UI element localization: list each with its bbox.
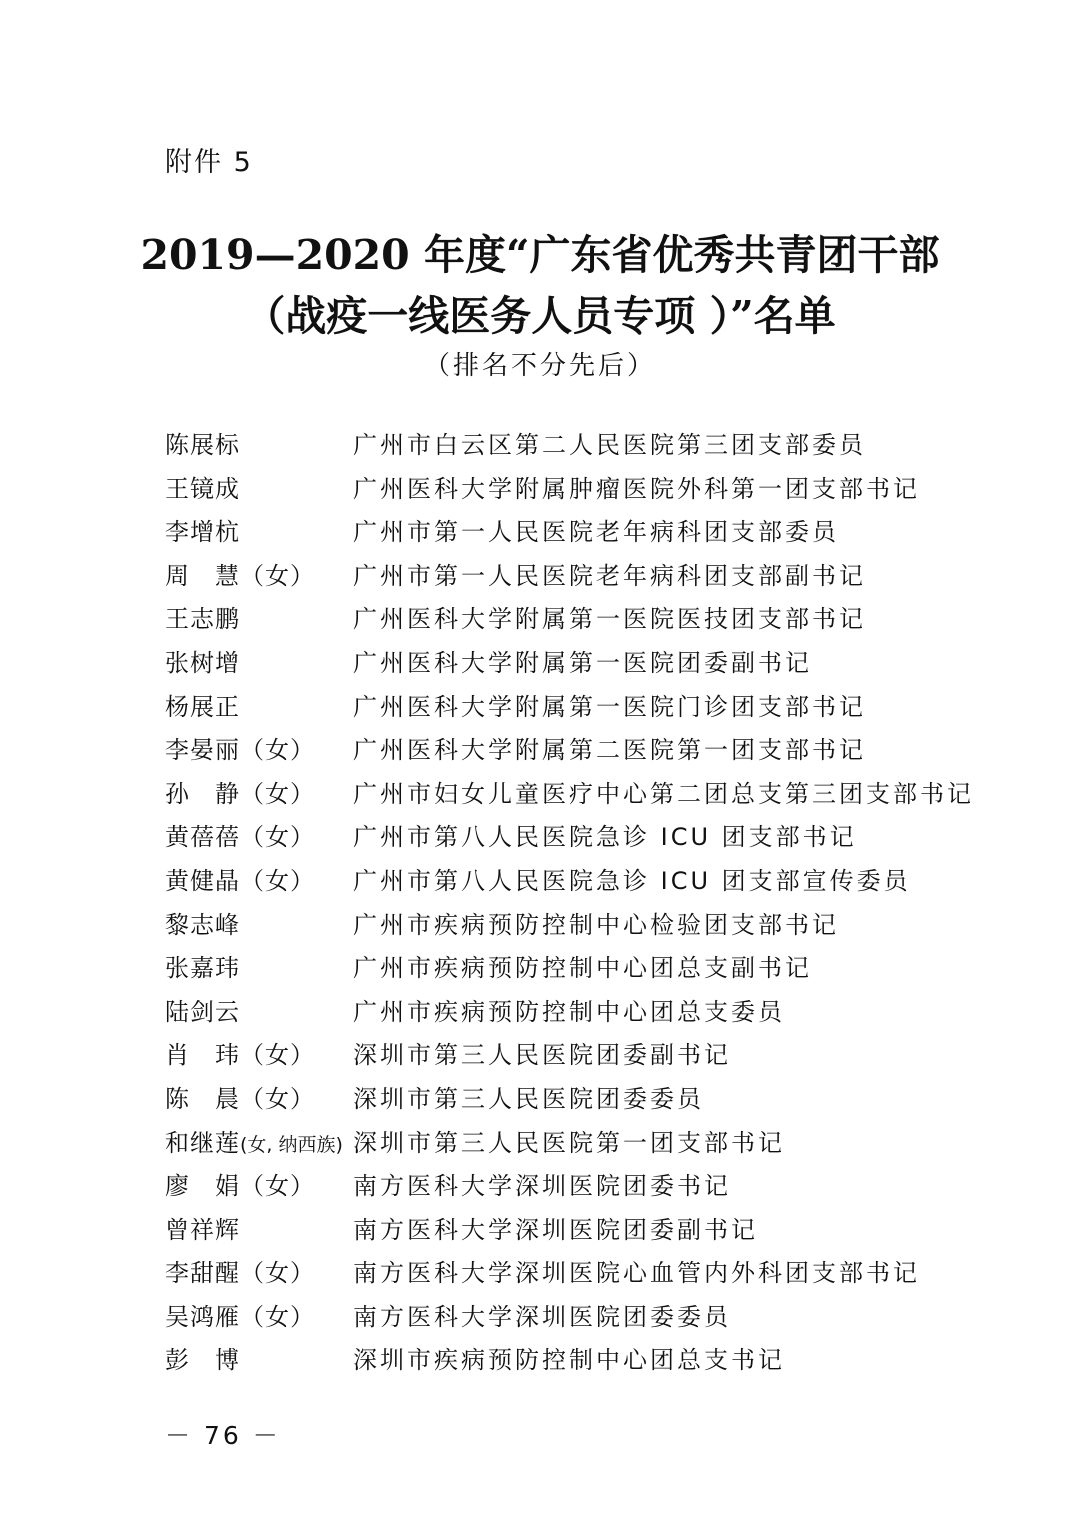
list-item <box>165 424 945 468</box>
list-item <box>165 1296 945 1340</box>
honoree-role: 南方医科大学深圳医院团委副书记 <box>353 1215 758 1244</box>
honoree-name: 李甜醒（女） <box>165 1259 315 1288</box>
honoree-role: 南方医科大学深圳医院团委委员 <box>353 1302 731 1331</box>
honoree-name: 廖 娟（女） <box>165 1172 315 1201</box>
honoree-name: 王志鹏 <box>165 605 240 634</box>
honoree-role: 广州市疾病预防控制中心团总支委员 <box>353 997 785 1026</box>
list-item <box>165 991 945 1035</box>
honoree-name: 彭 博 <box>165 1346 240 1375</box>
honoree-name: 陆剑云 <box>165 997 240 1026</box>
list-item <box>165 686 945 730</box>
honoree-role: 广州医科大学附属第二医院第一团支部书记 <box>353 736 866 765</box>
honoree-role: 广州市妇女儿童医疗中心第二团总支第三团支部书记 <box>353 779 974 808</box>
list-item <box>165 468 945 512</box>
honoree-name-with-note <box>165 1122 343 1168</box>
honoree-name: 陈 晨（女） <box>165 1084 315 1113</box>
honoree-name: 杨展正 <box>165 692 240 721</box>
honoree-role: 广州市白云区第二人民医院第三团支部委员 <box>353 431 866 459</box>
honoree-role: 深圳市第三人民医院团委委员 <box>353 1084 704 1113</box>
honoree-role: 深圳市疾病预防控制中心团总支书记 <box>353 1346 785 1375</box>
honoree-name: 曾祥辉 <box>165 1215 240 1244</box>
honoree-role: 广州市第八人民医院急诊 ICU 团支部宣传委员 <box>353 866 911 895</box>
honoree-role: 广州医科大学附属肿瘤医院外科第一团支部书记 <box>353 474 920 503</box>
honoree-role: 南方医科大学深圳医院团委书记 <box>353 1172 731 1201</box>
list-item <box>165 1078 945 1122</box>
honoree-name: 李增杭 <box>165 518 240 547</box>
list-item <box>165 1122 945 1166</box>
honoree-role: 广州医科大学附属第一医院团委副书记 <box>353 648 812 677</box>
honoree-name: 李晏丽（女） <box>165 736 315 765</box>
list-item <box>165 860 945 904</box>
honoree-role: 广州医科大学附属第一医院门诊团支部书记 <box>353 692 866 721</box>
honoree-name: 王镜成 <box>165 474 240 503</box>
page-number: － 76 － <box>165 1421 281 1450</box>
list-item <box>165 1165 945 1209</box>
honoree-name: 周 慧（女） <box>165 561 315 590</box>
honoree-name: 黄健晶（女） <box>165 866 315 895</box>
list-item <box>165 1252 945 1296</box>
document-subtitle: （排名不分先后） <box>423 351 656 381</box>
list-item <box>165 511 945 555</box>
list-item <box>165 642 945 686</box>
honoree-name: 黎志峰 <box>165 910 240 939</box>
honoree-role: 南方医科大学深圳医院心血管内外科团支部书记 <box>353 1259 920 1288</box>
document-title-line-2: （战疫一线医务人员专项 ）”名单 <box>244 292 836 340</box>
honoree-role: 广州市第一人民医院老年病科团支部副书记 <box>353 561 866 590</box>
honoree-name: 黄蓓蓓（女） <box>165 823 315 852</box>
list-item <box>165 598 945 642</box>
list-item <box>165 1339 945 1383</box>
honoree-role: 广州市第一人民医院老年病科团支部委员 <box>353 518 839 547</box>
list-item <box>165 1209 945 1253</box>
honoree-name-note: (女, 纳西族) <box>240 1133 343 1156</box>
list-item <box>165 816 945 860</box>
list-item <box>165 773 974 817</box>
honoree-name: 张嘉玮 <box>165 954 240 983</box>
list-item <box>165 904 945 948</box>
honoree-name: 张树增 <box>165 648 240 677</box>
honoree-role: 广州医科大学附属第一医院医技团支部书记 <box>353 605 866 634</box>
honoree-role: 广州市疾病预防控制中心检验团支部书记 <box>353 910 839 939</box>
honoree-name: 孙 静（女） <box>165 779 315 808</box>
list-item <box>165 729 945 773</box>
document-title-line-1: 2019—2020 年度“广东省优秀共青团干部 <box>140 231 940 279</box>
honoree-name: 吴鸿雁（女） <box>165 1302 315 1331</box>
honoree-name: 肖 玮（女） <box>165 1041 315 1070</box>
honoree-name: 陈展标 <box>165 431 240 459</box>
honoree-role: 深圳市第三人民医院第一团支部书记 <box>353 1128 785 1157</box>
honoree-role: 深圳市第三人民医院团委副书记 <box>353 1041 731 1070</box>
attachment-label: 附件 5 <box>165 147 253 178</box>
honoree-role: 广州市第八人民医院急诊 ICU 团支部书记 <box>353 823 857 852</box>
honoree-role: 广州市疾病预防控制中心团总支副书记 <box>353 954 812 983</box>
list-item <box>165 1034 945 1078</box>
honoree-list <box>165 424 974 1383</box>
honoree-name: 和继莲 <box>165 1128 240 1157</box>
list-item <box>165 947 945 991</box>
list-item <box>165 555 945 599</box>
